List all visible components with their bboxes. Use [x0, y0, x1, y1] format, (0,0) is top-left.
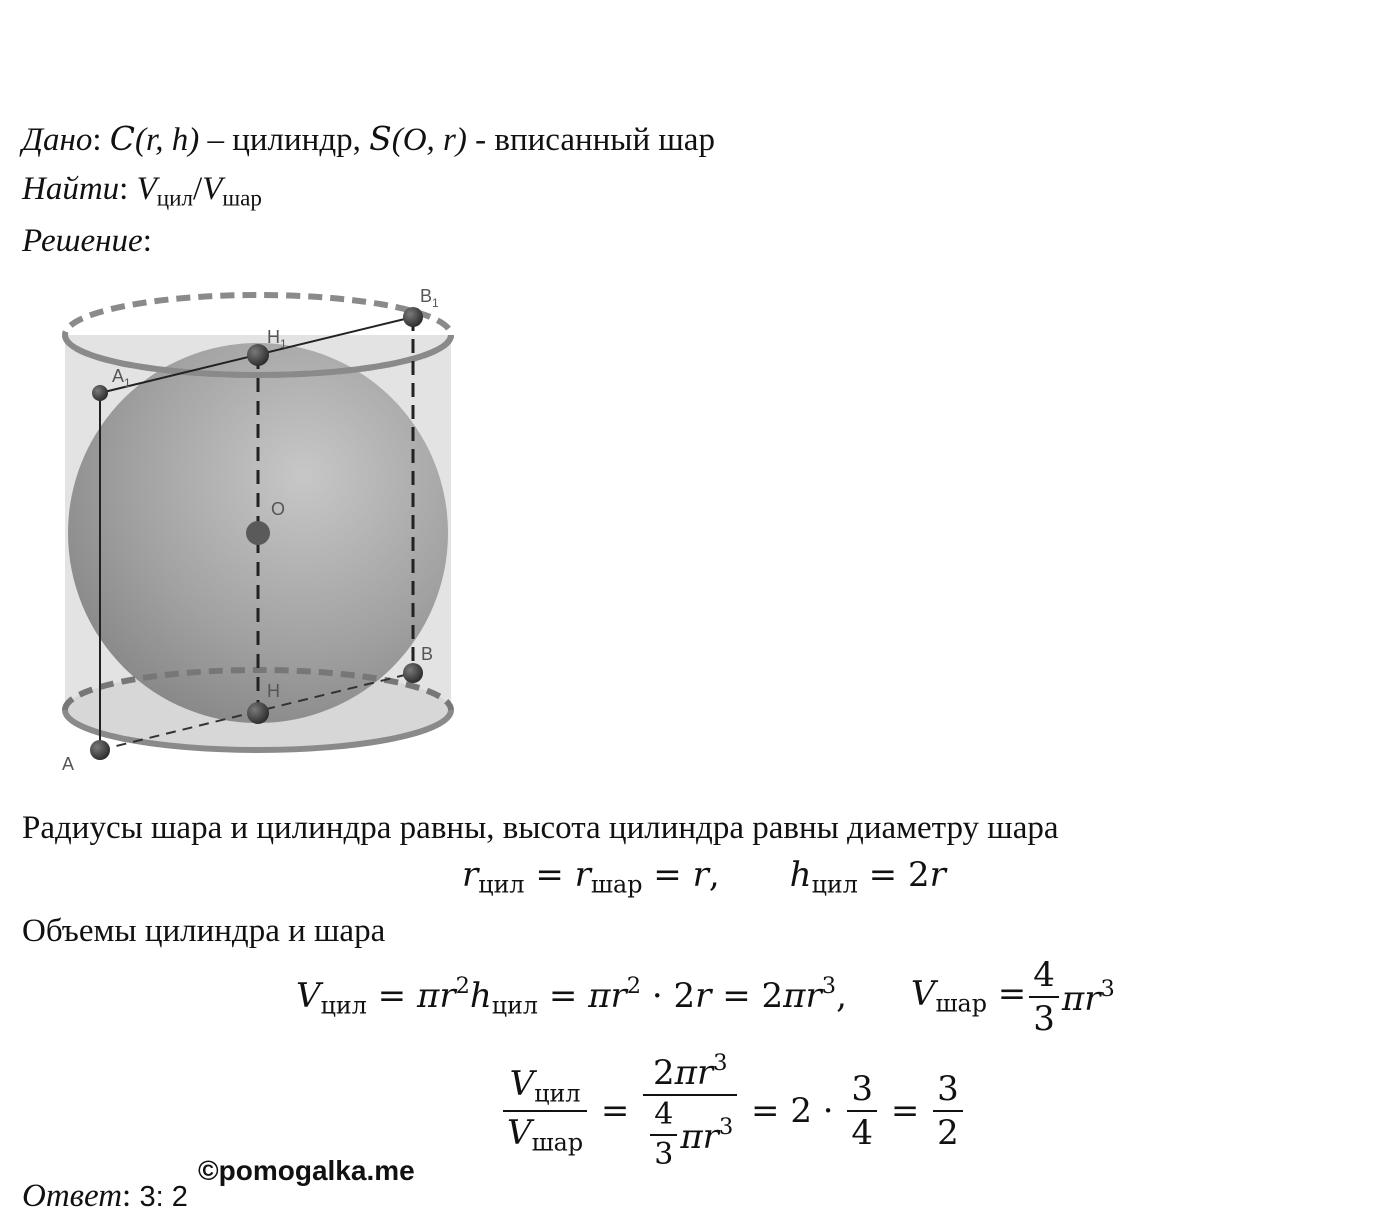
find-line: Найти: $V_{цил}/V_{шар}$ — [22, 171, 262, 211]
label-h: H — [267, 681, 280, 701]
frac-expression: $2\pi r^3$ $\frac{4}{3}$ $\pi r^3$ — [643, 1052, 737, 1170]
find-label: Найти — [22, 171, 120, 207]
label-h1: $H_1$ — [267, 327, 287, 351]
frac-result: $\frac{3}{2}$ — [933, 1072, 963, 1150]
text-volumes: Объемы цилиндра и шара — [22, 913, 386, 949]
point-o — [246, 521, 270, 545]
find-v-cyl: $V_{цил}$ — [136, 171, 194, 211]
label-o: O — [271, 499, 286, 519]
answer-line: Ответ: 3: 2 — [22, 1178, 188, 1214]
given-line: Дано: C(r, h) – цилиндр, S(O, r) - вписанный шар — [22, 119, 715, 158]
text-radii: Радиусы шара и цилиндра равны, высота цилиндра равны диаметру шара — [22, 810, 1059, 846]
sphere-text: - вписанный шар — [475, 122, 715, 158]
sphere-args: (O, r) — [391, 122, 467, 158]
point-a — [90, 740, 110, 760]
point-a1 — [92, 385, 108, 401]
label-a: A — [62, 754, 75, 774]
given-label: Дано — [22, 122, 93, 158]
watermark-text: ©pomogalka.me — [198, 1155, 415, 1186]
answer-label: Ответ — [22, 1178, 123, 1214]
frac-volume-ratio: $\frac{V_{цил}}{V_{шар}}$ — [503, 1067, 587, 1156]
solution-label: Решение — [22, 223, 143, 259]
find-v-sph: $V_{шар}$ — [202, 171, 262, 211]
point-h1 — [247, 344, 269, 366]
label-b: B — [421, 644, 434, 664]
solution-line: Решение: — [22, 223, 152, 259]
point-h — [247, 702, 269, 724]
sphere-symbol: S — [369, 119, 392, 158]
cylinder-text: – цилиндр, — [207, 122, 361, 158]
label-b1: $B_1$ — [420, 286, 439, 310]
cylinder-symbol: C — [109, 119, 136, 158]
frac-three-quarters: $\frac{3}{4}$ — [847, 1072, 877, 1150]
point-b — [403, 663, 423, 683]
cylinder-sphere-figure — [55, 265, 475, 785]
frac-four-thirds: $\frac{4}{3}$ — [1029, 958, 1059, 1036]
label-a1: $A_1$ — [112, 366, 131, 390]
equation-volumes: $V_{цил} = \pi r^2h_{цил} = \pi r^2 \cdot 2r = 2\pi r^3$, $V_{шар}$ = $\frac{4}{3}$ $\pi r^3$ — [296, 955, 1115, 1039]
equation-radii: $r_{цил} = r_{шар} = r$, $h_{цил} = 2r$ — [462, 855, 946, 899]
equation-ratio: $\frac{V_{цил}}{V_{шар}}$ = $2\pi r^3$ $\frac{4}{3}$ $\pi r^3$ = 2 · $\frac{3}{4}$ = $\frac{3}{2}$ — [500, 1052, 966, 1170]
cylinder-args: (r, h) — [135, 122, 200, 158]
answer-value: 3: 2 — [139, 1181, 188, 1213]
point-b1 — [403, 307, 423, 327]
